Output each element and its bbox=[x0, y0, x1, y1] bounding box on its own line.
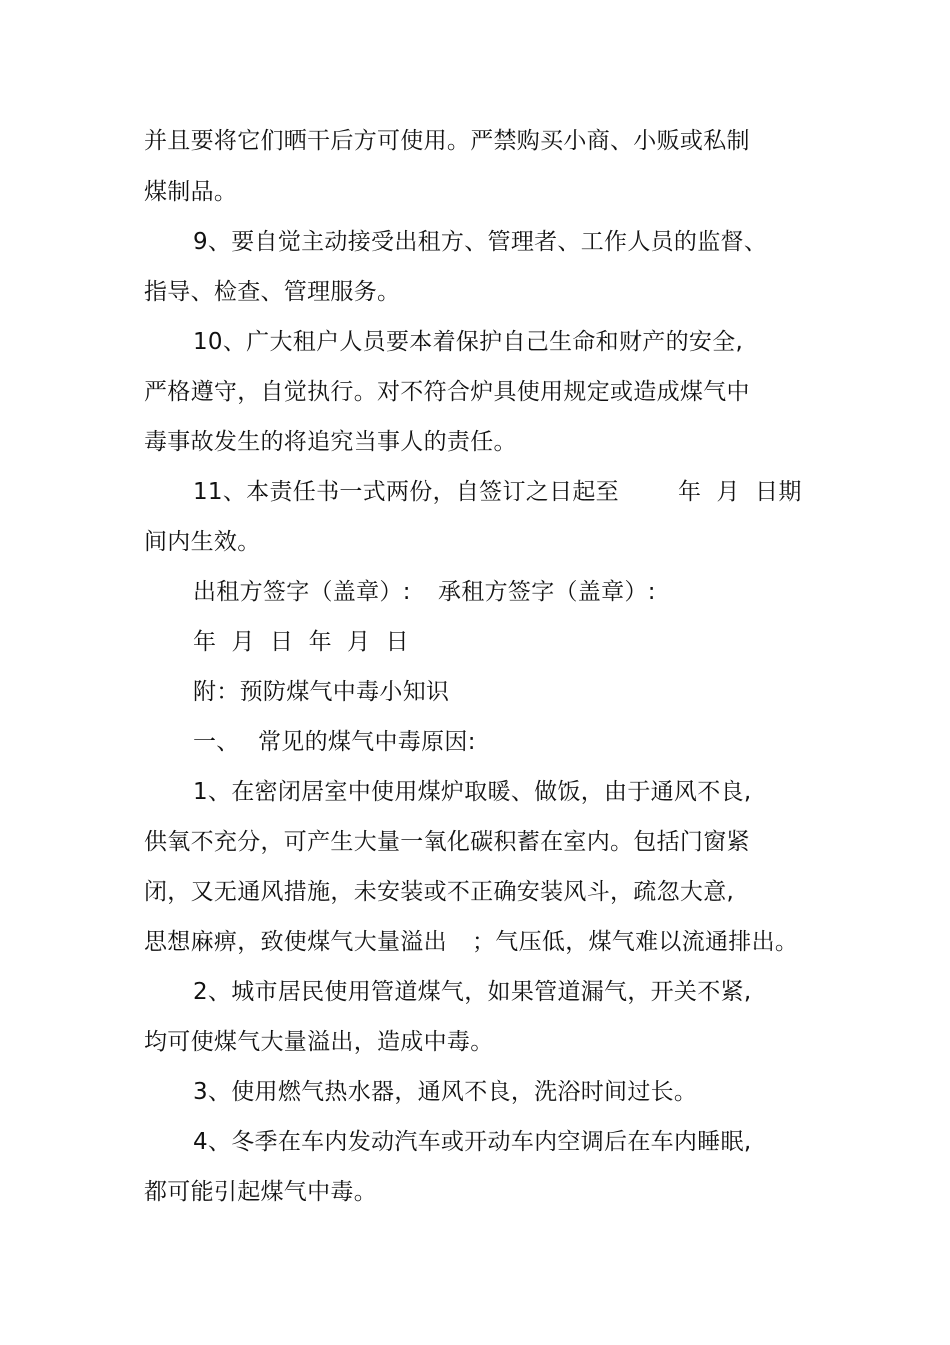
paragraph-line: 毒事故发生的将追究当事人的责任。 bbox=[144, 429, 517, 455]
paragraph-line: 闭，又无通风措施，未安装或不正确安装风斗，疏忽大意, bbox=[144, 879, 735, 905]
item-10-line: 10、广大租户人员要本着保护自己生命和财产的安全, bbox=[193, 329, 744, 355]
item-9-line: 9、要自觉主动接受出租方、管理者、工作人员的监督、 bbox=[193, 229, 768, 255]
paragraph-line: 思想麻痹，致使煤气大量溢出 bbox=[144, 929, 447, 955]
cause-1-line: 1、在密闭居室中使用煤炉取暖、做饭，由于通风不良, bbox=[193, 779, 752, 805]
cause-2-line: 2、城市居民使用管道煤气，如果管道漏气，开关不紧, bbox=[193, 979, 752, 1005]
paragraph-line: 指导、检查、管理服务。 bbox=[144, 279, 401, 305]
paragraph-line: 严格遵守，自觉执行。对不符合炉具使用规定或造成煤气中 bbox=[144, 379, 750, 405]
lessor-signature-label: 出租方签字（盖章）: bbox=[193, 579, 411, 605]
paragraph-line: 都可能引起煤气中毒。 bbox=[144, 1179, 377, 1205]
item-11-line: 11、本责任书一式两份，自签订之日起至 bbox=[193, 479, 619, 505]
paragraph-line: 并且要将它们晒干后方可使用。严禁购买小商、小贩或私制 bbox=[144, 128, 750, 154]
cause-3-line: 3、使用燃气热水器，通风不良，洗浴时间过长。 bbox=[193, 1079, 698, 1105]
appendix-title: 附：预防煤气中毒小知识 bbox=[193, 679, 450, 705]
paragraph-line: 间内生效。 bbox=[144, 529, 261, 555]
lessee-signature-label: 承租方签字（盖章）: bbox=[438, 579, 656, 605]
paragraph-line-tail: ；气压低，煤气难以流通排出。 bbox=[472, 929, 799, 955]
signature-date-line: 年 月 日 年 月 日 bbox=[193, 629, 409, 655]
cause-4-line: 4、冬季在车内发动汽车或开动车内空调后在车内睡眠, bbox=[193, 1129, 752, 1155]
paragraph-line: 均可使煤气大量溢出，造成中毒。 bbox=[144, 1029, 494, 1055]
paragraph-line: 供氧不充分，可产生大量一氧化碳积蓄在室内。包括门窗紧 bbox=[144, 829, 750, 855]
section-heading: 常见的煤气中毒原因: bbox=[258, 729, 476, 755]
paragraph-line: 煤制品。 bbox=[144, 179, 238, 205]
section-number: 一、 bbox=[193, 729, 240, 755]
validity-date-blank: 年 月 日期 bbox=[678, 479, 802, 505]
